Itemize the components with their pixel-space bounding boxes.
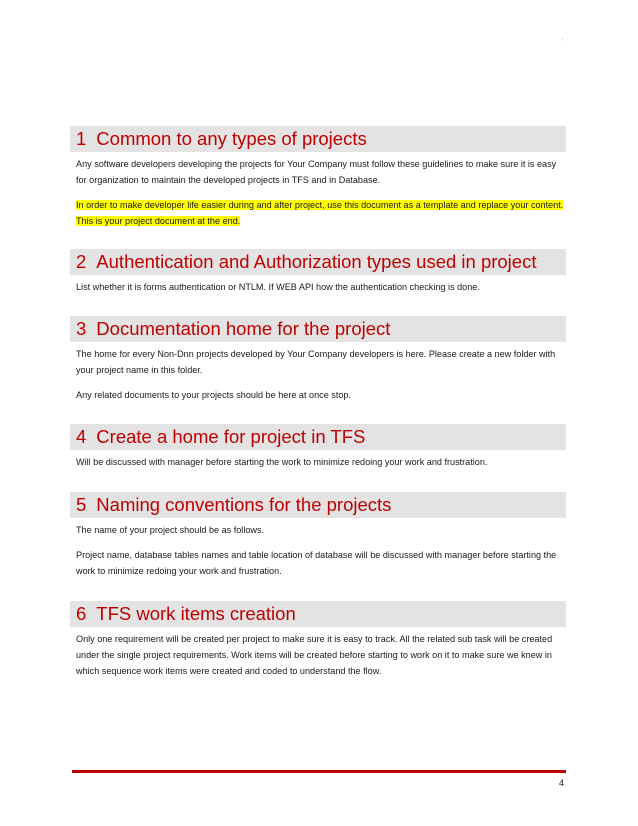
section-paragraph: The home for every Non-Dnn projects developed by Your Company developers is here. Please create a new folder with your project name in this folder. xyxy=(76,349,556,375)
section-heading xyxy=(70,492,566,518)
section-paragraph: Will be discussed with manager before starting the work to minimize redoing your work and frustration. xyxy=(76,457,488,467)
page-content xyxy=(70,126,566,679)
section-naming-conventions xyxy=(70,492,566,579)
section-heading xyxy=(70,601,566,627)
section-number: 5 xyxy=(76,494,87,515)
section-common-projects xyxy=(70,126,566,229)
section-paragraph: Project name, database tables names and table location of database will be discussed with manager before starting the work to minimize redoing your work and frustration. xyxy=(76,550,557,576)
section-paragraph: Any software developers developing the projects for Your Company must follow these guidelines to make sure it is easy for organization to maintain the developed projects in TFS and in Database. xyxy=(76,159,557,185)
section-number: 4 xyxy=(76,426,87,447)
section-number: 3 xyxy=(76,318,87,339)
section-title: Common to any types of projects xyxy=(96,128,367,149)
section-heading xyxy=(70,424,566,450)
section-paragraph: The name of your project should be as follows. xyxy=(76,525,265,535)
section-heading xyxy=(70,126,566,152)
section-number: 2 xyxy=(76,251,87,272)
section-title: Naming conventions for the projects xyxy=(96,494,392,515)
highlight-text: In order to make developer life easier during and after project, use this document as a template and replace your content. This is your project document at the end. xyxy=(76,200,564,226)
corner-mark: ` xyxy=(561,40,564,47)
section-tfs-home xyxy=(70,424,566,470)
section-title: TFS work items creation xyxy=(96,603,296,624)
section-heading xyxy=(70,249,566,275)
page-number: 4 xyxy=(558,778,564,788)
section-paragraph: Any related documents to your projects should be here at once stop. xyxy=(76,390,351,400)
section-paragraph: List whether it is forms authentication or NTLM. If WEB API how the authentication checking is done. xyxy=(76,282,480,292)
footer-rule xyxy=(72,770,566,773)
section-number: 1 xyxy=(76,128,87,149)
section-title: Create a home for project in TFS xyxy=(96,426,366,447)
section-tfs-work-items xyxy=(70,601,566,679)
section-heading xyxy=(70,316,566,342)
section-title: Authentication and Authorization types used in project xyxy=(96,251,537,272)
section-paragraph: Only one requirement will be created per project to make sure it is easy to track. All the related sub task will be created under the single project requirements. Work items will be created before starting to work on it to make sure we knew in which sequence work items were created and coded to understand the flow. xyxy=(76,634,553,676)
highlighted-paragraph xyxy=(76,197,566,229)
section-title: Documentation home for the project xyxy=(96,318,391,339)
section-authentication xyxy=(70,249,566,295)
section-documentation-home xyxy=(70,316,566,403)
section-number: 6 xyxy=(76,603,87,624)
